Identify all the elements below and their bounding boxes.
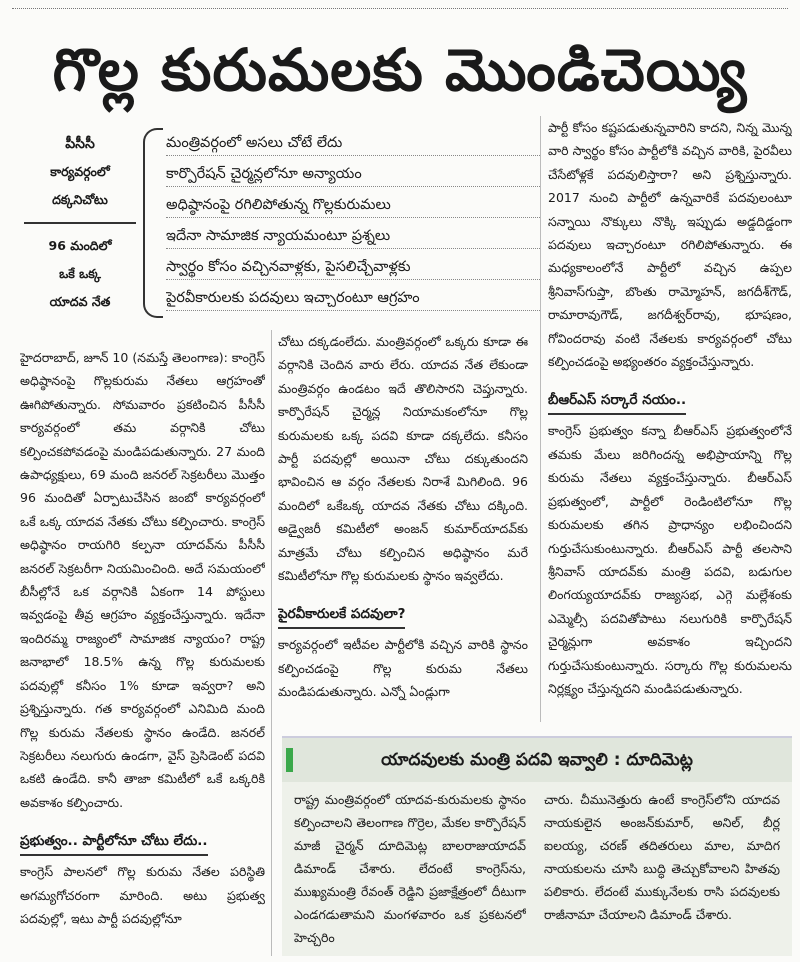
highlight-item: అధిష్ఠానంపై రగిలిపోతున్న గొల్లకురుమలు: [166, 190, 540, 221]
paragraph: కార్యవర్గంలో ఇటీవల పార్టీలోకి వచ్చిన వారికి స్థానం కల్పించడంపై గొల్ల కురుమ నేతలు మండిపడుతున్నారు. ఎన్నో ఏండ్లుగా: [278, 637, 528, 700]
headline: గొల్ల కురుమలకు మొండిచెయ్యి: [52, 36, 748, 104]
side-label-line: పీసీసీ: [65, 136, 95, 152]
subheading: ప్రభుత్వం.. పార్టీలోనూ చోటు లేదు..: [20, 828, 208, 856]
paragraph: కాంగ్రెస్ ప్రభుత్వం కన్నా బీఆర్ఎస్ ప్రభుత్వంలోనే తమకు మేలు జరిగిందన్న అభిప్రాయాన్ని గొల్ల కురుమ నేతలు వ్యక్తంచేస్తున్నారు. బీఆర్ఎస్ ప్రభుత్వంలో, పార్టీలో రెండింటిలోనూ గొల్ల కురుమలకు తగిన ప్రాధాన్యం లభించిందని గుర్తుచేసుకుంటున్నారు. బీఆర్ఎస్ పార్టీ తలసాని శ్రీనివాస్ యాదవ్‌కు మంత్రి పదవి, బడుగుల లింగయ్యయాదవ్‌కు రాజ్యసభ, ఎగ్గె మల్లేశంకు ఎమ్మెల్సీ పదవితోపాటు నలుగురికి కార్పొరేషన్ చైర్మన్లుగా అవకాశం ఇచ్చిందని గుర్తుచేసుకుంటున్నారు. సర్కారు గొల్ల కురుమలను నిర్లక్ష్యం చేస్తున్నదని మండిపడుతున్నారు.: [548, 423, 792, 696]
paragraph: కాంగ్రెస్ పాలనలో గొల్ల కురుమ నేతల పరిస్థితి అగమ్యగోచరంగా మారింది. అటు ప్రభుత్వ పదవుల్లో, ఇటు పార్టీ పదవుల్లోనూ: [20, 864, 265, 926]
paragraph: హైదరాబాద్, జూన్ 10 (నమస్తే తెలంగాణ): కాంగ్రెస్ అధిష్ఠానంపై గొల్లకురుమ నేతలు ఆగ్రహంతో ఊగిపోతున్నారు. సోమవారం ప్రకటించిన పీసీసీ కార్యవర్గంలో తమ వర్గానికి చోటు కల్పించకపోవడంపై మండిపడుతున్నారు. 27 మంది ఉపాధ్యక్షులు, 69 మంది జనరల్ సెక్రటరీలు మొత్తం 96 మందితో ఏర్పాటుచేసిన జంబో కార్యవర్గంలో ఒకే ఒక్క యాదవ నేతకు చోటు కల్పించారు. కాంగ్రెస్ అధిష్ఠానం రాయగిరి కల్పనా యాదవ్‌ను పీసీసీ జనరల్ సెక్రటరీగా నియమించింది. అదే సమయంలో బీసీల్లోనే ఒక వర్గానికి ఏకంగా 14 పోస్టులు ఇవ్వడంపై తీవ్ర ఆగ్రహం వ్యక్తంచేస్తున్నారు. ఇదేనా ఇందిరమ్మ రాజ్యంలో సామాజిక న్యాయం? రాష్ట్ర జనాభాలో 18.5% ఉన్న గొల్ల కురుమలకు పదవుల్లో కనీసం 1% కూడా ఇవ్వరా? అని ప్రశ్నిస్తున్నారు. గత కార్యవర్గంలో ఎనిమిది మంది గొల్ల కురుమ నేతలకు స్థానం ఉండేది. జనరల్ సెక్రటరీలు నలుగురు ఉండగా, వైస్ ప్రెసిడెంట్ పదవి ఒకటి ఉండేది. కానీ తాజా కమిటీలో ఒకే ఒక్కరికి అవకాశం కల్పించారు.: [20, 350, 265, 810]
column-divider: [271, 330, 272, 956]
highlight-item: మంత్రివర్గంలో అసలు చోటే లేదు: [166, 128, 540, 159]
sidebar-box: [282, 736, 792, 956]
highlight-item: ఇదేనా సామాజిక న్యాయమంటూ ప్రశ్నలు: [166, 221, 540, 252]
subheading: బీఆర్ఎస్ సర్కారే నయం..: [548, 387, 686, 415]
article-column-1: [20, 346, 265, 956]
highlight-item: కార్పొరేషన్ చైర్మన్లలోనూ అన్యాయం: [166, 159, 540, 190]
highlight-list: [166, 128, 540, 314]
box-accent-mark: [286, 748, 293, 772]
column-divider: [540, 116, 541, 722]
side-label-line: యాదవ నేత: [49, 294, 111, 309]
side-label-bottom: [24, 232, 136, 318]
side-label-line: ఒకే ఒక్క: [59, 266, 101, 281]
box-column-2: చారు. చీమునెత్తురు ఉంటే కాంగ్రెస్‌లోని యాదవ నాయకులైన అంజన్‌కుమార్, అనిల్, బీర్ల ఐలయ్య, చరణ్ తదితరులు మాల, మాదిగ నాయకులను చూసి బుద్ధి తెచ్చుకోవాలని హితవు పలికారు. లేదంటే ముక్కునేలకు రాసి పదవులకు రాజీనామా చేయాలని డిమాండ్ చేశారు.: [544, 792, 780, 922]
article-column-3: [548, 116, 792, 716]
side-label-top: [24, 130, 136, 224]
highlight-item: పైరవీకారులకు పదవులు ఇచ్చారంటూ ఆగ్రహం: [166, 283, 540, 314]
paragraph: పార్టీ కోసం కష్టపడుతున్నవారిని కాదని, నిన్న మొన్న వారి స్వార్థం కోసం పార్టీలోకి వచ్చిన వారికి, పైరవీలు చేసేటోళ్లకే పదవులిస్తారా? అని ప్రశ్నిస్తున్నారు. 2017 నుంచి పార్టీలో ఉన్నవారికే పదవులంటూ సన్నాయి నొక్కులు నొక్కి ఇప్పుడు అడ్డదిడ్డంగా పదవులు ఇచ్చారంటూ రగిలిపోతున్నారు. ఈ మధ్యకాలంలోనే పార్టీలో వచ్చిన ఉప్పల శ్రీనివాస్‌గుప్తా, బొంతు రామ్మోహన్, జగదీశ్‌గౌడ్, రామారావుగౌడ్, జగదీశ్వర్‌రావు, భూషణం, గోవిందరావు వంటి నేతలకు కార్యవర్గంలో చోటు కల్పించడంపై అభ్యంతరం వ్యక్తంచేస్తున్నారు.: [548, 120, 792, 370]
highlight-item: స్వార్థం కోసం వచ్చినవాళ్లకు, పైసలిచ్చేవాళ్లకు: [166, 252, 540, 283]
side-label-line: 96 మందిలో: [48, 238, 112, 253]
side-label-line: దక్కనిచోటు: [52, 192, 108, 207]
subheading: పైరవీకారులకే పదవులా?: [278, 601, 405, 629]
bullet-bracket: [143, 128, 163, 318]
side-label-line: కార్యవర్గంలో: [50, 164, 110, 179]
article-column-2: [278, 330, 528, 726]
top-rule: [12, 8, 788, 9]
paragraph: చోటు దక్కడంలేదు. మంత్రివర్గంలో ఒక్కరు కూడా ఈ వర్గానికి చెందిన వారు లేరు. యాదవ నేత లేకుండా మంత్రివర్గం ఉండటం ఇదే తొలిసారని చెప్తున్నారు. కార్పొరేషన్ చైర్మన్ల నియామకంలోనూ గొల్ల కురుమలకు ఒక్క పదవి కూడా దక్కలేదు. కనీసం పార్టీ పదవుల్లో అయినా చోటు దక్కుతుందని భావించిన ఆ వర్గం నేతలకు నిరాశే మిగిలింది. 96 మందిలో ఒకేఒక్క యాదవ నేతకు చోటు దక్కింది. అడ్వైజరీ కమిటీలో అంజన్ కుమార్‌యాదవ్‌కు మాత్రమే చోటు కల్పించిన అధిష్ఠానం మరే కమిటీలోనూ గొల్ల కురుమలకు స్థానం ఇవ్వలేదు.: [278, 334, 528, 584]
box-column-1: రాష్ట్ర మంత్రివర్గంలో యాదవ-కురుమలకు స్థానం కల్పించాలని తెలంగాణ గొర్రెల, మేకల కార్పొరేషన్ మాజీ చైర్మన్ దూదిమెట్ల బాలరాజుయాదవ్ డిమాండ్ చేశారు. లేదంటే కాంగ్రెస్‌ను, ముఖ్యమంత్రి రేవంత్ రెడ్డిని ప్రజాక్షేత్రంలో దీటుగా ఎండగడుతామని మంగళవారం ఒక ప్రకటనలో హెచ్చరిం: [294, 792, 526, 945]
box-title: యాదవులకు మంత్రి పదవి ఇవ్వాలి : దూదిమెట్ల: [282, 738, 792, 782]
